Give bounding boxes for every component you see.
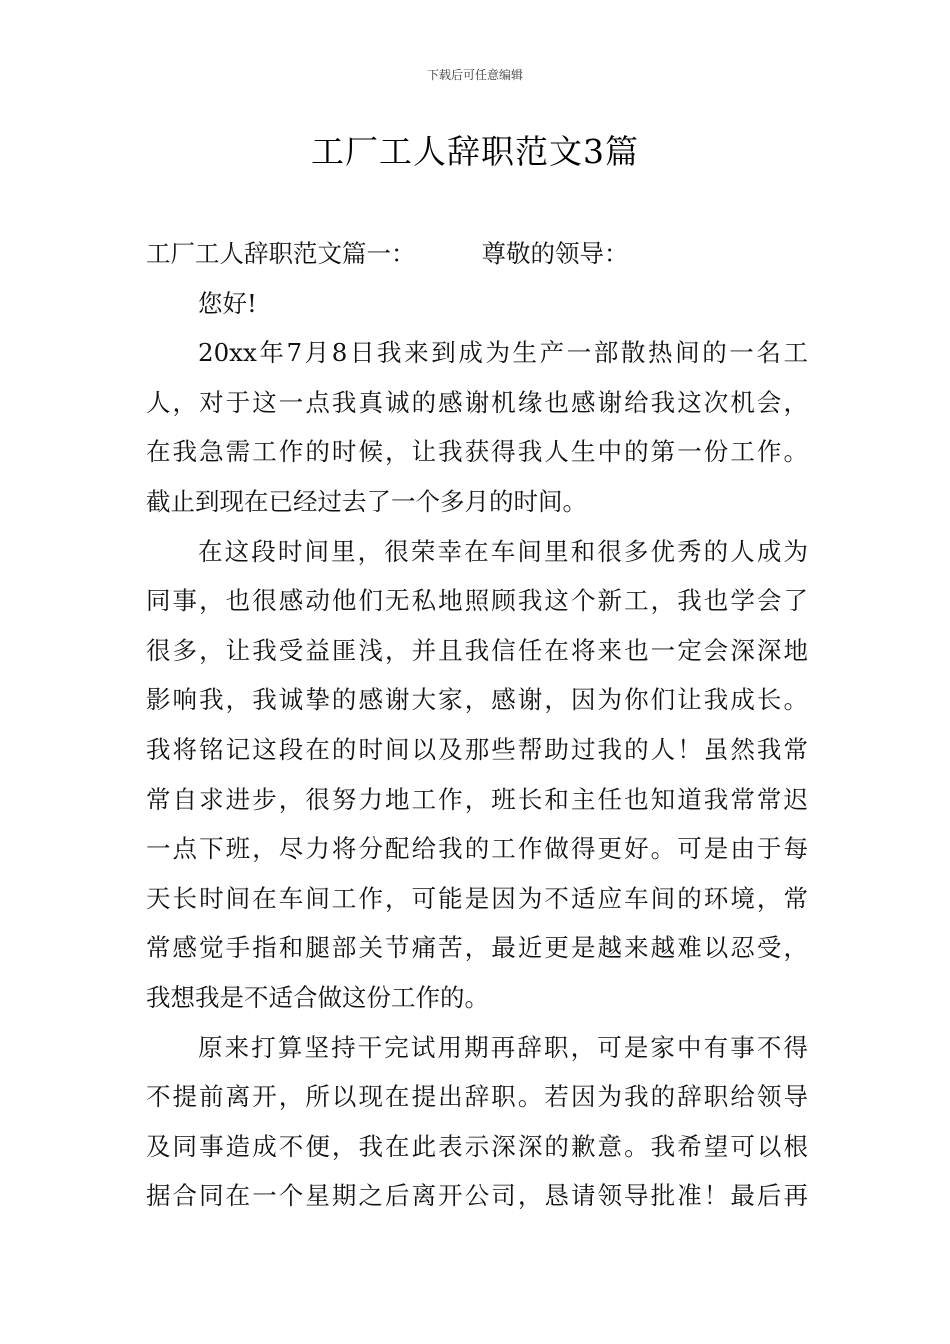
greeting: 您好! [198, 288, 257, 318]
paragraph-line: 在我急需工作的时候，让我获得我人生中的第一份工作。 [146, 437, 808, 467]
paragraph-line: 常感觉手指和腿部关节痛苦，最近更是越来越难以忍受， [146, 933, 808, 963]
paragraph-line: 一点下班，尽力将分配给我的工作做得更好。可是由于每 [146, 834, 808, 864]
header-note: 下载后可任意编辑 [426, 68, 523, 82]
paragraph-line: 同事，也很感动他们无私地照顾我这个新工，我也学会了 [146, 586, 808, 616]
paragraph-line: 天长时间在车间工作，可能是因为不适应车间的环境，常 [146, 883, 808, 913]
paragraph-line: 人，对于这一点我真诚的感谢机缘也感谢给我这次机会， [146, 387, 808, 417]
paragraph-line: 常自求进步，很努力地工作，班长和主任也知道我常常迟 [146, 784, 808, 814]
paragraph-line: 很多，让我受益匪浅，并且我信任在将来也一定会深深地 [146, 635, 808, 665]
document-title: 工厂工人辞职范文3篇 [311, 132, 639, 171]
paragraph [146, 328, 808, 526]
paragraph-line: 截止到现在已经过去了一个多月的时间。 [146, 486, 587, 516]
intro-line [146, 229, 808, 279]
paragraph-line: 我将铭记这段在的时间以及那些帮助过我的人！虽然我常 [146, 734, 808, 764]
paragraph-line: 原来打算坚持干完试用期再辞职，可是家中有事不得 [198, 1032, 808, 1062]
paragraph [146, 1023, 808, 1221]
paragraph-line: 影响我，我诚挚的感谢大家，感谢，因为你们让我成长。 [146, 685, 808, 715]
paragraph-line: 不提前离开，所以现在提出辞职。若因为我的辞职给领导 [146, 1082, 808, 1112]
paragraph-line: 在这段时间里，很荣幸在车间里和很多优秀的人成为 [198, 536, 808, 566]
salutation: 尊敬的领导： [481, 239, 629, 268]
paragraph-line: 我想我是不适合做这份工作的。 [146, 982, 489, 1012]
paragraph-line: 及同事造成不便，我在此表示深深的歉意。我希望可以根 [146, 1131, 808, 1161]
paragraph [146, 527, 808, 1023]
document-body [146, 229, 808, 1221]
section-label: 工厂工人辞职范文篇一： [146, 239, 416, 268]
paragraph-line: 据合同在一个星期之后离开公司，恳请领导批准！最后再 [146, 1181, 808, 1211]
paragraph-line: 20xx年7月8日我来到成为生产一部散热间的一名工 [198, 338, 808, 368]
